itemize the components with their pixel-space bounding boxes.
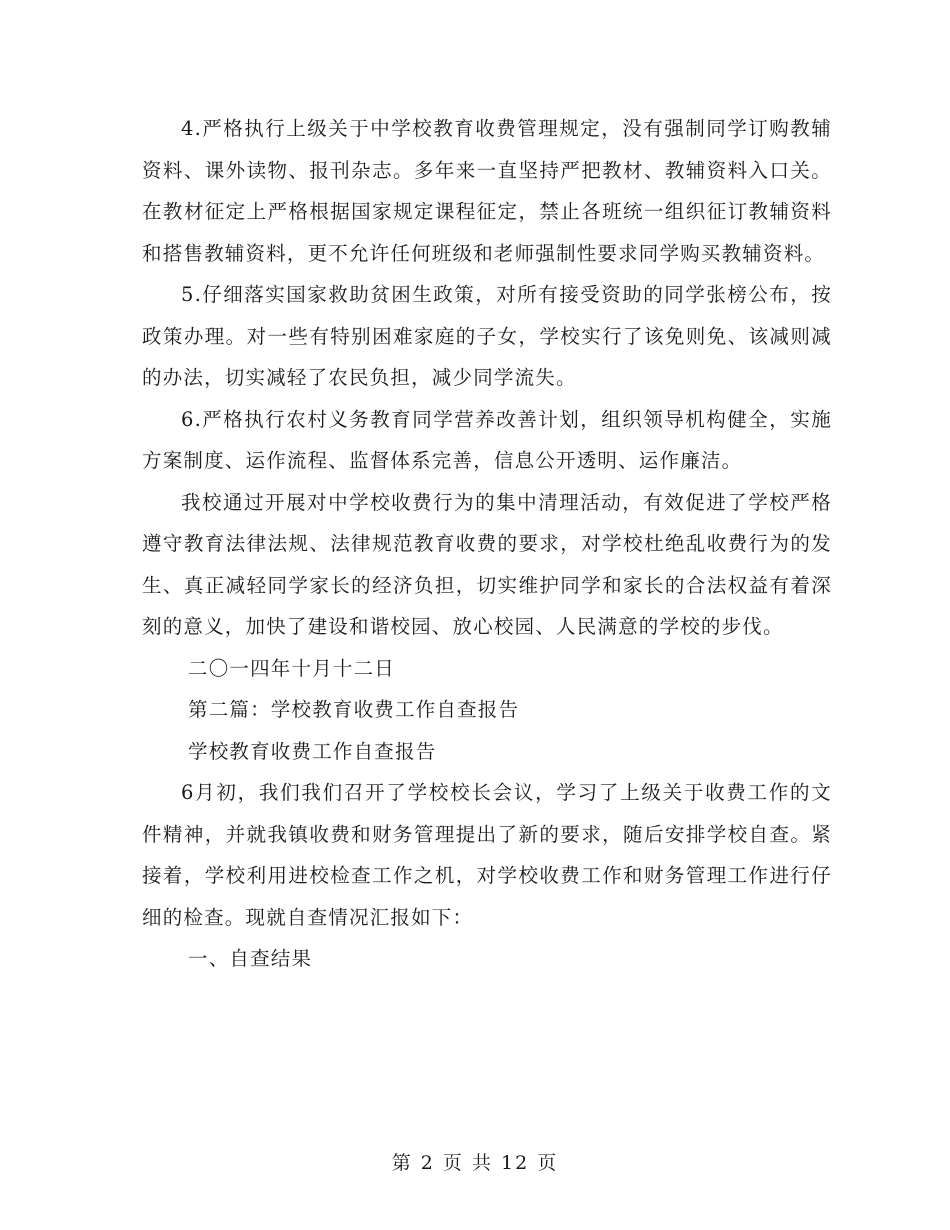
paragraph-item-6: 6.严格执行农村义务教育同学营养改善计划，组织领导机构健全，实施方案制度、运作流程、监督体系完善，信息公开透明、运作廉洁。: [142, 407, 832, 472]
paragraph-item-4: 4.严格执行上级关于中学校教育收费管理规定，没有强制同学订购教辅资料、课外读物、报刊杂志。多年来一直坚持严把教材、教辅资料入口关。在教材征定上严格根据国家规定课程征定，禁止各班统一组织征订教辅资料和搭售教辅资料，更不允许任何班级和老师强制性要求同学购买教辅资料。: [142, 117, 832, 265]
section-heading: 一、自查结果: [188, 947, 313, 970]
second-article-title: 第二篇：学校教育收费工作自查报告: [188, 698, 520, 721]
paragraph-item-5: 5.仔细落实国家救助贫困生政策，对所有接受资助的同学张榜公布，按政策办理。对一些有特别困难家庭的子女，学校实行了该免则免、该减则减的办法，切实减轻了农民负担，减少同学流失。: [142, 283, 832, 389]
document-body: [142, 108, 832, 980]
report-intro-paragraph: 6月初，我们我们召开了学校校长会议，学习了上级关于收费工作的文件精神，并就我镇收费和财务管理提出了新的要求，随后安排学校自查。紧接着，学校利用进校检查工作之机，对学校收费工作和财务管理工作进行仔细的检查。现就自查情况汇报如下：: [142, 781, 832, 929]
report-title: 学校教育收费工作自查报告: [188, 739, 437, 763]
page-number-footer: 第 2 页 共 12 页: [391, 1152, 559, 1174]
paragraph-summary: 我校通过开展对中学校收费行为的集中清理活动，有效促进了学校严格遵守教育法律法规、法律规范教育收费的要求，对学校杜绝乱收费行为的发生、真正减轻同学家长的经济负担，切实维护同学和家长的合法权益有着深刻的意义，加快了建设和谐校园、放心校园、人民满意的学校的步伐。: [142, 490, 832, 638]
document-date: 二〇一四年十月十二日: [188, 656, 396, 680]
